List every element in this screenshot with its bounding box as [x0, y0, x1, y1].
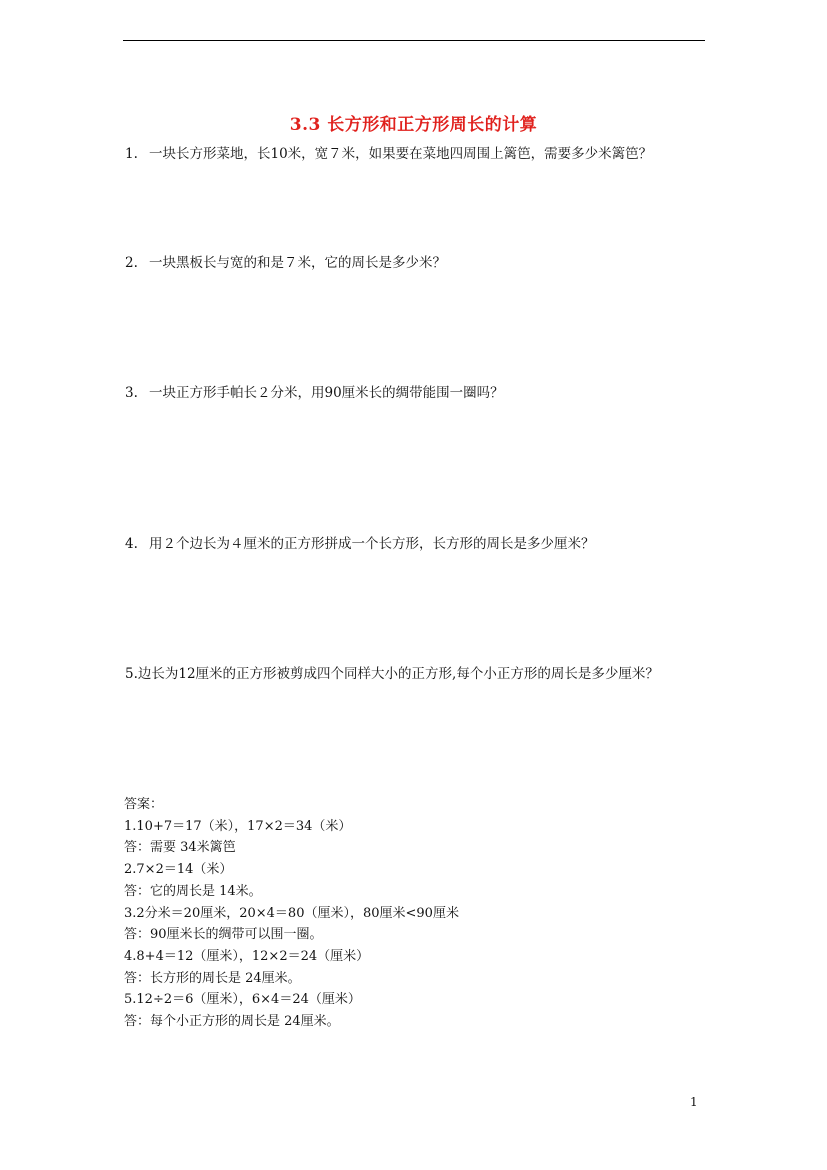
question-text: 用２个边长为４厘米的正方形拼成一个长方形，长方形的周长是多少厘米？: [149, 536, 595, 552]
answer-line: 答：它的周长是 14米。: [124, 883, 262, 899]
answer-line: 2.7×2＝14（米）: [124, 862, 233, 878]
answers-heading: 答案：: [124, 797, 164, 812]
answer-line: 1.10+7＝17（米），17×2＝34（米）: [124, 818, 352, 834]
answer-section: [124, 794, 459, 1033]
question-1: [125, 145, 652, 163]
question-4: [125, 535, 595, 553]
question-3: [125, 384, 504, 402]
answer-line: 答：需要 34米篱笆: [124, 840, 236, 856]
question-text: 5.边长为12厘米的正方形被剪成四个同样大小的正方形,每个小正方形的周长是多少厘米？: [125, 666, 659, 682]
answer-line: 答：每个小正方形的周长是 24厘米。: [124, 1014, 340, 1030]
question-text: 一块黑板长与宽的和是７米，它的周长是多少米？: [149, 255, 446, 271]
answer-line: 3.2分米＝20厘米，20×4＝80（厘米），80厘米<90厘米: [124, 905, 459, 921]
page-number: 1: [690, 1095, 698, 1109]
answer-line: 答：长方形的周长是 24厘米。: [124, 970, 301, 986]
answer-line: 5.12÷2＝6（厘米），6×4＝24（厘米）: [124, 992, 361, 1008]
question-number: 4.: [125, 536, 138, 552]
question-5: [125, 665, 659, 683]
question-number: 3.: [125, 385, 138, 401]
question-number: 1.: [125, 146, 138, 162]
question-text: 一块长方形菜地，长10米，宽７米，如果要在菜地四周围上篱笆，需要多少米篱笆？: [149, 146, 653, 162]
question-2: [125, 254, 446, 272]
page-title: 3.3 长方形和正方形周长的计算: [289, 115, 538, 135]
question-number: 2.: [125, 255, 138, 271]
answer-line: 4.8+4＝12（厘米），12×2＝24（厘米）: [124, 948, 370, 964]
question-text: 一块正方形手帕长２分米，用90厘米长的绸带能围一圈吗？: [149, 385, 504, 401]
answer-line: 答：90厘米长的绸带可以围一圈。: [124, 927, 323, 943]
header-rule: [123, 40, 705, 41]
